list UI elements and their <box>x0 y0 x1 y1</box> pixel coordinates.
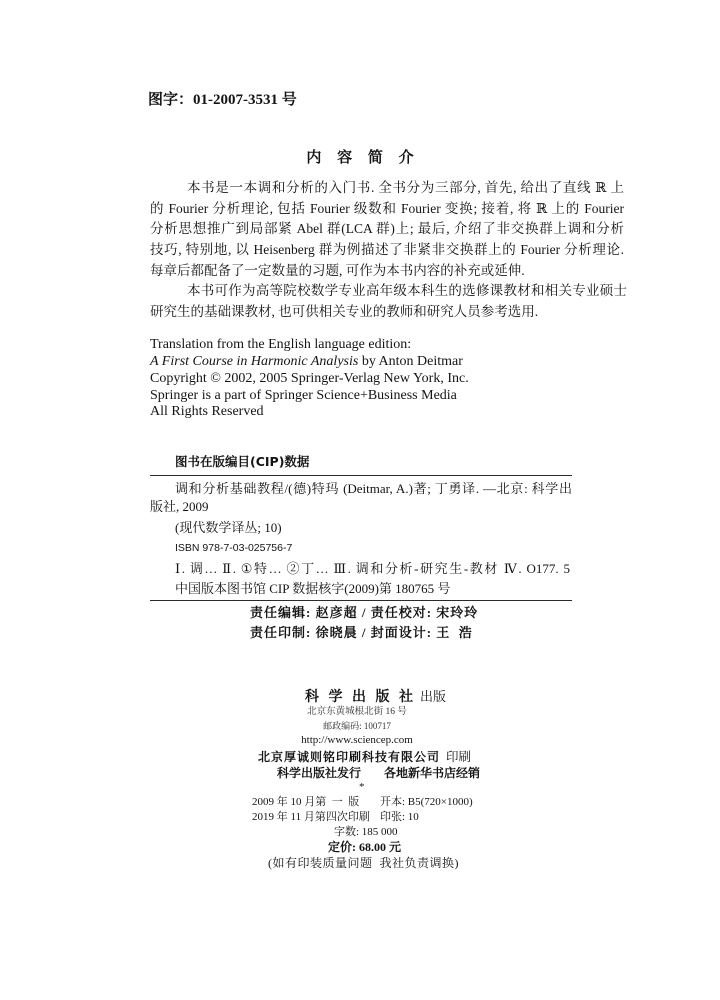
cip-bottom-rule <box>150 600 572 601</box>
separator-asterisk: * <box>359 781 365 793</box>
cip-entry-line: 版社, 2009 <box>150 499 209 514</box>
cip-top-rule <box>150 475 572 476</box>
summary-paragraph-1-line: 技巧, 特别地, 以 Heisenberg 群为例描述了非紧非交换群上的 Fourier 分析理论. <box>150 242 624 257</box>
word-count: 字数: 185 000 <box>334 826 398 838</box>
copyright-notice: Copyright © 2002, 2005 Springer-Verlag New York, Inc. <box>150 371 469 386</box>
edition-date: 2009 年 10 月第 一 版 <box>252 796 360 808</box>
printer-name: 北京厚诚则铭印刷科技有限公司 <box>258 750 441 764</box>
summary-paragraph-2-line: 研究生的基础课教材, 也可供相关专业的教师和研究人员参考选用. <box>150 304 539 319</box>
cip-series: (现代数学译丛; 10) <box>175 520 282 535</box>
rights-reserved: All Rights Reserved <box>150 404 264 419</box>
summary-paragraph-2-line: 本书可作为高等院校数学专业高年级本科生的选修课教材和相关专业硕士 <box>187 283 627 298</box>
printer-line <box>258 749 471 765</box>
original-title: A First Course in Harmonic Analysis <box>150 354 359 369</box>
publisher-name: 科 学 出 版 社 <box>305 690 416 705</box>
quality-notice: (如有印装质量问题 我社负责调换) <box>268 856 459 870</box>
book-format: 开本: B5(720×1000) <box>380 796 473 808</box>
summary-paragraph-1-line: 的 Fourier 分析理论, 包括 Fourier 级数和 Fourier 变换; 接着, 将 ℝ 上的 Fourier <box>150 201 624 216</box>
cip-isbn: ISBN 978-7-03-025756-7 <box>175 542 293 554</box>
summary-paragraph-1-line: 分析思想推广到局部紧 Abel 群(LCA 群)上; 最后, 介绍了非交换群上调和分析 <box>150 221 624 236</box>
publisher-role: 出版 <box>420 689 447 704</box>
cip-classification: Ⅰ. 调… Ⅱ. ①特… ②丁… Ⅲ. 调和分析-研究生-教材 Ⅳ. O177. 5 <box>175 561 570 576</box>
springer-note: Springer is a part of Springer Science+Business Media <box>150 388 457 403</box>
printing-date: 2019 年 11 月第四次印刷 <box>252 811 370 823</box>
distributor: 科学出版社发行 <box>277 766 362 780</box>
summary-paragraph-1-line: 每章后都配备了一定数量的习题, 可作为本书内容的补充或延伸. <box>150 263 525 278</box>
translation-note: Translation from the English language edition: <box>150 337 412 352</box>
publisher-postcode: 邮政编码: 100717 <box>323 721 391 731</box>
printer-role: 印刷 <box>446 750 472 764</box>
summary-paragraph-1-line: 本书是一本调和分析的入门书. 全书分为三部分, 首先, 给出了直线 ℝ 上 <box>187 180 624 195</box>
publisher-url: http://www.sciencep.com <box>301 734 413 746</box>
cip-record-number: 中国版本图书馆 CIP 数据核字(2009)第 180765 号 <box>175 581 451 596</box>
cip-entry-line: 调和分析基础教程/(德)特玛 (Deitmar, A.)著; 丁勇译. —北京: 科学出 <box>175 481 572 496</box>
publisher-address: 北京东黄城根北街 16 号 <box>307 707 407 717</box>
printed-sheets: 印张: 10 <box>380 811 419 823</box>
retailer: 各地新华书店经销 <box>384 766 481 780</box>
staff-credits-line: 责任编辑: 赵彦超 / 责任校对: 宋玲玲 <box>250 605 479 620</box>
staff-credits-line: 责任印制: 徐晓晨 / 封面设计: 王 浩 <box>250 625 473 640</box>
cip-heading: 图书在版编目(CIP)数据 <box>175 454 310 469</box>
original-author: by Anton Deitmar <box>361 354 463 369</box>
publisher-line <box>305 689 446 706</box>
original-title-line <box>150 353 463 370</box>
summary-heading: 内 容 简 介 <box>306 150 420 166</box>
copyright-permit-number: 图字：01-2007-3531 号 <box>148 92 297 108</box>
price: 定价: 68.00 元 <box>328 840 401 854</box>
